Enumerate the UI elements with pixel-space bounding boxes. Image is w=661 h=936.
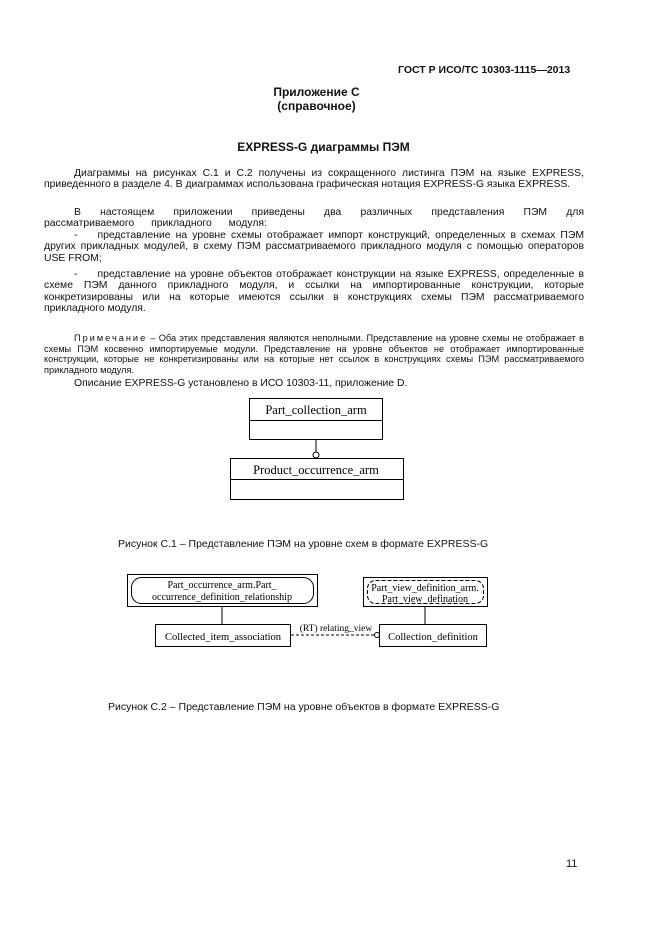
product-occurrence-label: Product_occurrence_arm: [253, 463, 379, 477]
annex-subtitle-text: (справочное): [277, 99, 356, 113]
paragraph-3: Описание EXPRESS-G установлено в ИСО 10303-11, приложение D.: [74, 378, 408, 389]
annex-title-text: Приложение С: [273, 85, 360, 99]
figure-2-caption: Рисунок С.2 – Представление ПЭМ на уровне объектов в формате EXPRESS-G: [108, 701, 500, 713]
bullet-2-text: представление на уровне объектов отображает конструкции на языке EXPRESS, определенные в схеме ПЭМ данного прикладного модуля, и ссылки на импортированные конструкции, которые конкретизированы или на которые имеются ссылки в конструкциях схемы ПЭМ рассматриваемого прикладного модуля.: [44, 269, 584, 315]
ref-left-line1: Part_occurrence_arm.Part_: [167, 580, 277, 591]
relation-circle: [375, 633, 380, 638]
note-text: Оба этих представления являются неполными. Представление на уровне схемы не отображает в схемы ПЭМ косвенно импортируемые модули. Представление на уровне объектов не отображает импортированные конструкции, которые не конкретизированы или на которые нет ссылок в конструкциях схемы ПЭМ рассматриваемого прикладного модуля.: [44, 333, 584, 375]
note-label: Примечание: [74, 333, 148, 343]
ref-left-line2: occurrence_definition_relationship: [152, 592, 292, 603]
entity-right-label: Collection_definition: [388, 632, 478, 643]
standard-designation: ГОСТ Р ИСО/ТС 10303-1115—2013: [398, 64, 571, 76]
bullet-1-text: представление на уровне схемы отображает импорт конструкций, определенных в схемах ПЭМ других прикладных модулей, в схему ПЭМ рассматриваемого прикладного модуля с помощью операторов USE FROM;: [44, 230, 584, 264]
ref-right-line1: Part_view_definition_arm.: [371, 583, 479, 594]
paragraph-1: Диаграммы на рисунках С.1 и С.2 получены из сокращенного листинга ПЭМ на языке EXPRESS, приведенного в разделе 4. В диаграммах использована графическая нотация EXPRESS-G языка EXPRESS.: [44, 168, 584, 191]
page-number: 11: [566, 858, 578, 870]
figure-1-caption: Рисунок С.1 – Представление ПЭМ на уровне схем в формате EXPRESS-G: [118, 538, 489, 550]
section-title-text: EXPRESS-G диаграммы ПЭМ: [237, 140, 410, 154]
relation-label: (RT) relating_view: [299, 624, 373, 634]
schema-link-circle: [313, 452, 319, 458]
bullet-dash: -: [74, 269, 78, 280]
entity-left-label: Collected_item_association: [164, 632, 282, 643]
bullet-dash: -: [74, 230, 78, 241]
note-dash: –: [150, 333, 156, 343]
paragraph-2: В настоящем приложении приведены два различных представления ПЭМ для рассматриваемого прикладного модуля:: [44, 207, 584, 230]
ref-right-line2: Part_view_defination: [381, 594, 469, 605]
part-collection-label: Part_collection_arm: [265, 403, 367, 417]
